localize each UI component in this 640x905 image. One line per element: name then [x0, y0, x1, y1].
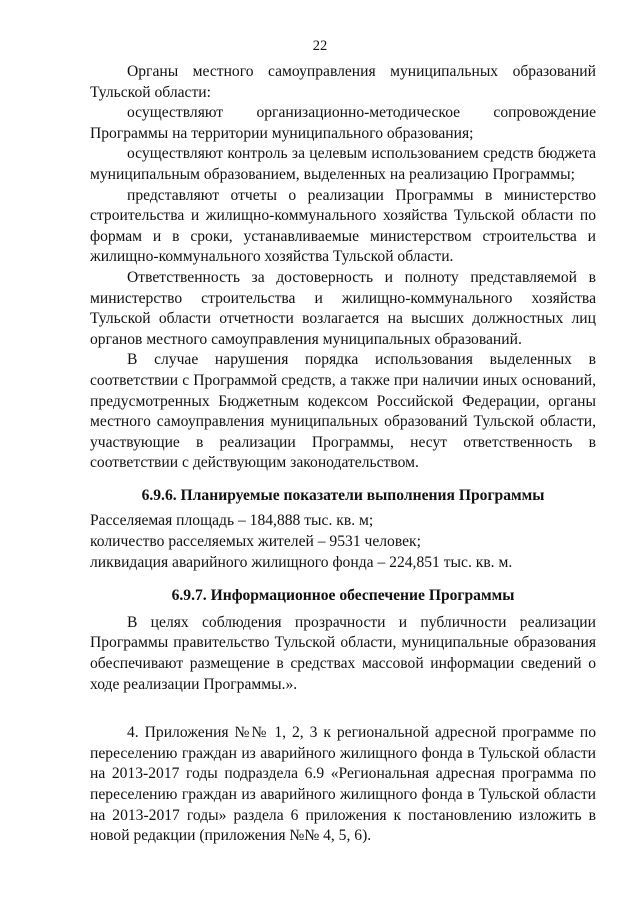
paragraph-information-support: В целях соблюдения прозрачности и публичности реализации Программы правительство Тульской области, муниципальные образования обеспечивают размещение в средствах массовой информации сведений о ходе реализации Программы.». [90, 613, 596, 693]
indicator-area: Расселяемая площадь – 184,888 тыс. кв. м; [90, 512, 374, 530]
section-heading-information-support: 6.9.7. Информационное обеспечение Программы [171, 587, 515, 605]
indicator-liquidation: ликвидация аварийного жилищного фонда – 224,851 тыс. кв. м. [90, 553, 513, 571]
planned-indicators-list [90, 511, 596, 573]
paragraph-reports: представляют отчеты о реализации Программы в министерство строительства и жилищно-коммунального хозяйства Тульской области по формам и в сроки, устанавливаемые министерством строительства и жилищно-коммунального хозяйства Тульской области. [90, 186, 596, 266]
paragraph-methodical-support: осуществляют организационно-методическое сопровождение Программы на территории муниципального образования; [90, 104, 596, 142]
section-heading-planned-indicators: 6.9.6. Планируемые показатели выполнения Программы [141, 486, 545, 504]
page-number: 22 [312, 38, 328, 54]
paragraph-violations: В случае нарушения порядка использования выделенных в соответствии с Программой средств, а также при наличии иных оснований, предусмотренных Бюджетным кодексом Российской Федерации, органы местного самоуправления муниципальных образований Тульской области, участвующие в реализации Программы, несут ответственность в соответствии с действующим законодательством. [90, 351, 596, 472]
paragraph-responsibility: Ответственность за достоверность и полноту представляемой в министерство строительства и жилищно-коммунального хозяйства Тульской области отчетности возлагается на высших должностных лиц органов местного самоуправления муниципальных образований. [90, 268, 596, 348]
paragraph-budget-control: осуществляют контроль за целевым использованием средств бюджета муниципальным образованием, выделенных на реализацию Программы; [90, 145, 596, 183]
document-body [90, 62, 596, 847]
indicator-residents: количество расселяемых жителей – 9531 человек; [90, 533, 421, 551]
paragraph-item-4: 4. Приложения №№ 1, 2, 3 к региональной адресной программе по переселению граждан из аварийного жилищного фонда в Тульской области на 2013-2017 годы подраздела 6.9 «Региональная адресная программа по переселению граждан из аварийного жилищного фонда в Тульской области на 2013-2017 годы» раздела 6 приложения к постановлению изложить в новой редакции (приложения №№ 4, 5, 6). [90, 724, 596, 845]
paragraph-local-authorities: Органы местного самоуправления муниципальных образований Тульской области: [90, 63, 596, 101]
